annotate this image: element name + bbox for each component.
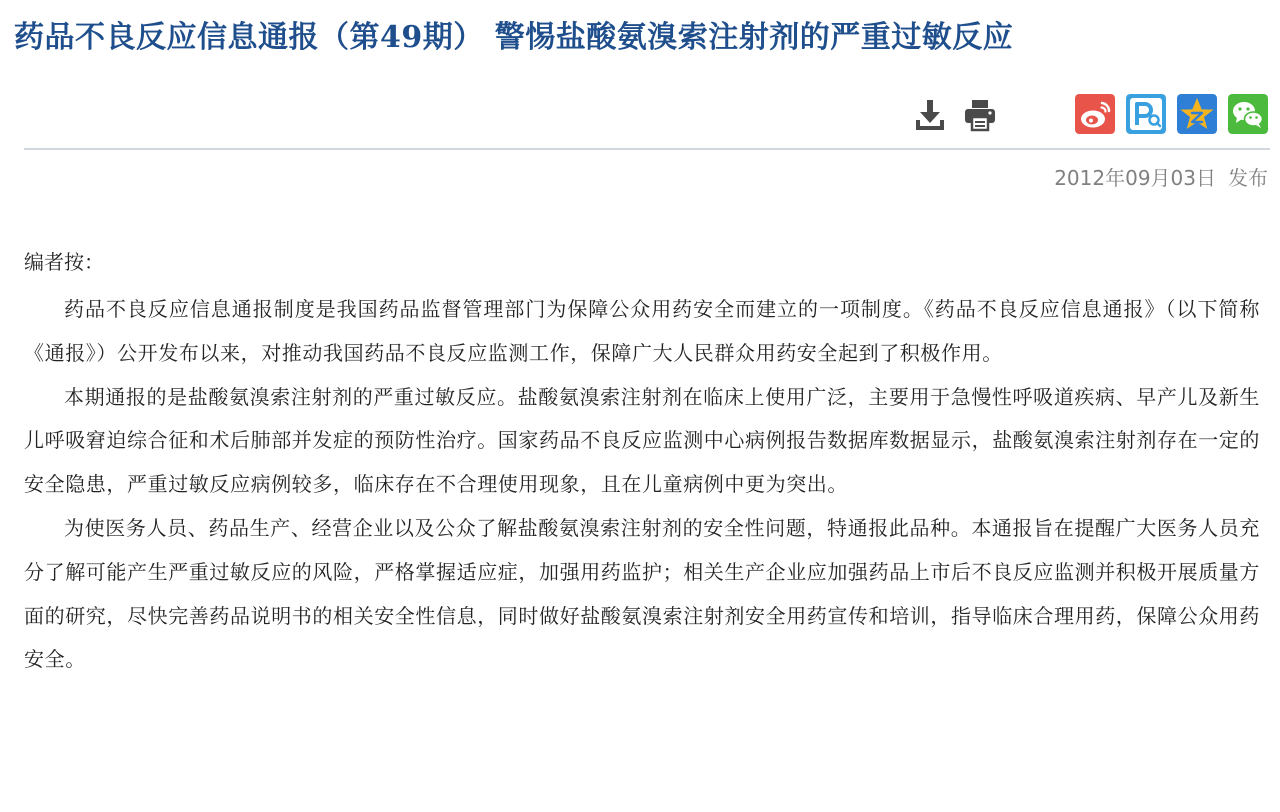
- tencent-weibo-icon[interactable]: [1126, 94, 1166, 134]
- header-divider: [24, 148, 1270, 150]
- publish-meta: [1054, 160, 1268, 196]
- print-icon[interactable]: [962, 98, 998, 132]
- editor-note-label: 编者按：: [24, 250, 104, 274]
- paragraph-2: 本期通报的是盐酸氨溴索注射剂的严重过敏反应。盐酸氨溴索注射剂在临床上使用广泛，主要用于急慢性呼吸道疾病、早产儿及新生儿呼吸窘迫综合征和术后肺部并发症的预防性治疗。国家药品不良反应监测中心病例报告数据库数据显示，盐酸氨溴索注射剂存在一定的安全隐患，严重过敏反应病例较多，临床存在不合理使用现象，且在儿童病例中更为突出。: [24, 384, 1260, 497]
- publish-date: 2012年09月03日: [1054, 166, 1216, 190]
- wechat-icon[interactable]: [1228, 94, 1268, 134]
- article-title: 药品不良反应信息通报（第49期） 警惕盐酸氨溴索注射剂的严重过敏反应: [14, 20, 1014, 55]
- qzone-icon[interactable]: [1177, 94, 1217, 134]
- article-body: [24, 242, 1260, 682]
- download-icon[interactable]: [912, 98, 948, 132]
- paragraph-3: 为使医务人员、药品生产、经营企业以及公众了解盐酸氨溴索注射剂的安全性问题，特通报此品种。本通报旨在提醒广大医务人员充分了解可能产生严重过敏反应的风险，严格掌握适应症，加强用药监护；相关生产企业应加强药品上市后不良反应监测并积极开展质量方面的研究，尽快完善药品说明书的相关安全性信息，同时做好盐酸氨溴索注射剂安全用药宣传和培训，指导临床合理用药，保障公众用药安全。: [24, 515, 1260, 672]
- publish-label: 发布: [1228, 166, 1268, 190]
- weibo-icon[interactable]: [1075, 94, 1115, 134]
- paragraph-1: 药品不良反应信息通报制度是我国药品监督管理部门为保障公众用药安全而建立的一项制度。《药品不良反应信息通报》（以下简称《通报》）公开发布以来，对推动我国药品不良反应监测工作，保障广大人民群众用药安全起到了积极作用。: [24, 297, 1260, 365]
